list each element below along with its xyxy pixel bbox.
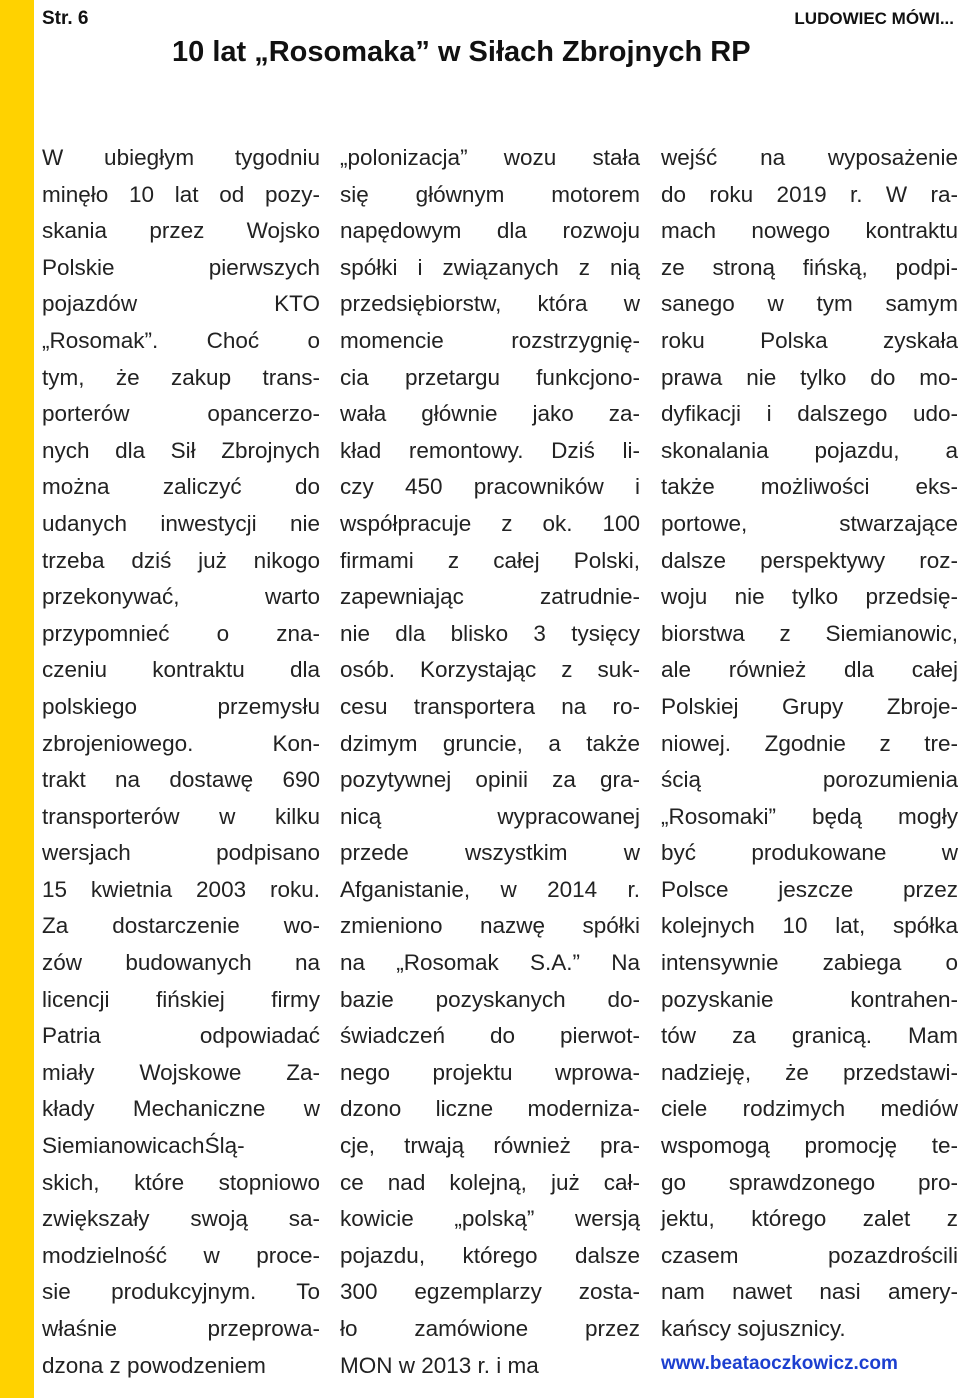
article-line: zapewniając zatrudnie-: [340, 584, 640, 610]
article-line: licencji fińskiej firmy: [42, 986, 320, 1012]
article-line: spółki i związanych z nią: [340, 254, 640, 280]
article-line: Afganistanie, w 2014 r.: [340, 876, 640, 902]
article-line: także możliwości eks-: [661, 474, 958, 500]
article-line: Polskiej Grupy Zbroje-: [661, 693, 958, 719]
article-line: ścią porozumienia: [661, 767, 958, 793]
article-line: portowe, stwarzające: [661, 510, 958, 536]
article-line: dalsze perspektywy roz-: [661, 547, 958, 573]
article-line: transporterów w kilku: [42, 803, 320, 829]
article-line: bazie pozyskanych do-: [340, 986, 640, 1012]
article-line: napędowym dla rozwoju: [340, 218, 640, 244]
article-line: Polskie pierwszych: [42, 254, 320, 280]
article-column-3: [661, 140, 958, 1376]
article-line: pojazdów KTO: [42, 291, 320, 317]
article-line: Patria odpowiadać: [42, 1023, 320, 1049]
article-line: kłady Mechaniczne w: [42, 1096, 320, 1122]
article-line: zbrojeniowego. Kon-: [42, 730, 320, 756]
article-line: mach nowego kontraktu: [661, 218, 958, 244]
article-line: W ubiegłym tygodniu: [42, 145, 320, 170]
article-line: współpracuje z ok. 100: [340, 510, 640, 536]
article-line: dyfikacji i dalszego udo-: [661, 401, 958, 427]
article-line: udanych inwestycji nie: [42, 510, 320, 536]
article-line: sie produkcyjnym. To: [42, 1279, 320, 1305]
page-number: Str. 6: [42, 8, 89, 29]
article-line: dzimym gruncie, a także: [340, 730, 640, 756]
article-line: sanego w tym samym: [661, 291, 958, 317]
article-line: nicą wypracowanej: [340, 803, 640, 829]
article-line: ciele rodzimych mediów: [661, 1096, 958, 1122]
article-line: polskiego przemysłu: [42, 693, 320, 719]
article-line: roku Polska zyskała: [661, 327, 958, 353]
article-line: momencie rozstrzygnię-: [340, 327, 640, 353]
article-line: jektu, którego zalet z: [661, 1206, 958, 1232]
article-line: 15 kwietnia 2003 roku.: [42, 876, 320, 902]
article-line: wersjach podpisano: [42, 840, 320, 866]
article-line: się głównym motorem: [340, 181, 640, 207]
yellow-side-bar: [0, 0, 34, 1398]
article-line: być produkowane w: [661, 840, 958, 866]
article-line: tów za granicą. Mam: [661, 1023, 958, 1049]
article-line: ale również dla całej: [661, 657, 958, 683]
article-line: zmieniono nazwę spółki: [340, 913, 640, 939]
article-line: zów budowanych na: [42, 950, 320, 976]
article-line: zwiększały swoją sa-: [42, 1206, 320, 1232]
article-line: czeniu kontraktu dla: [42, 657, 320, 683]
article-line: „Rosomaki” będą mogły: [661, 803, 958, 829]
article-line: wejść na wyposażenie: [661, 145, 958, 170]
article-line: firmami z całej Polski,: [340, 547, 640, 573]
article-line: skonalania pojazdu, a: [661, 437, 958, 463]
article-line: kowicie „polską” wersją: [340, 1206, 640, 1232]
publication-name: LUDOWIEC MÓWI...: [794, 9, 954, 28]
article-headline: 10 lat „Rosomaka” w Siłach Zbrojnych RP: [172, 36, 751, 68]
article-line: kład remontowy. Dziś li-: [340, 437, 640, 463]
article-line: pozyskanie kontrahen-: [661, 986, 958, 1012]
article-line: go sprawdzonego pro-: [661, 1169, 958, 1195]
article-column-2: [340, 140, 640, 1384]
article-line: dzono liczne modernizа-: [340, 1096, 640, 1122]
article-line: cia przetargu funkcjono-: [340, 364, 640, 390]
article-line: nadzieję, że przedstawi-: [661, 1059, 958, 1085]
article-line: 300 egzemplarzy zosta-: [340, 1279, 640, 1305]
article-line: do roku 2019 r. W ra-: [661, 181, 958, 207]
article-line: MON w 2013 r. i ma: [340, 1352, 539, 1378]
article-line: tym, że zakup trans-: [42, 364, 320, 390]
article-line: czasem pozazdrościli: [661, 1242, 958, 1268]
article-line: miały Wojskowe Za-: [42, 1059, 320, 1085]
article-line: modzielność w proce-: [42, 1242, 320, 1268]
article-line: nie dla blisko 3 tysięcy: [340, 620, 640, 646]
article-line: pozytywnej opinii za gra-: [340, 767, 640, 793]
article-line: trakt na dostawę 690: [42, 767, 320, 793]
article-line: kańscy sojusznicy.: [661, 1316, 846, 1341]
article-line: skania przez Wojsko: [42, 218, 320, 244]
article-line: wała głównie jako za-: [340, 401, 640, 427]
article-line: minęło 10 lat od pozy-: [42, 181, 320, 207]
article-line: intensywnie zabiega o: [661, 950, 958, 976]
article-line: właśnie przeprowa-: [42, 1316, 320, 1341]
article-line: niowej. Zgodnie z tre-: [661, 730, 958, 756]
article-line: przypomnieć o zna-: [42, 620, 320, 646]
article-line: przedsiębiorstw, która w: [340, 291, 640, 317]
article-line: Polsce jeszcze przez: [661, 876, 958, 902]
article-line: nego projektu wprowa-: [340, 1059, 640, 1085]
article-line: nych dla Sił Zbrojnych: [42, 437, 320, 463]
article-line: wspomogą promocję te-: [661, 1133, 958, 1159]
article-line: na „Rosomak S.A.” Na: [340, 950, 640, 976]
article-line: przekonywać, warto: [42, 584, 320, 610]
article-line: „polonizacja” wozu stała: [340, 145, 640, 170]
article-line: SiemianowicachŚlą-: [42, 1133, 245, 1159]
article-line: cje, trwają również pra-: [340, 1133, 640, 1159]
article-line: trzeba dziś już nikogo: [42, 547, 320, 573]
article-line: dzona z powodzeniem: [42, 1352, 266, 1378]
article-line: ce nad kolejną, już cał-: [340, 1169, 640, 1195]
article-line: prawa nie tylko do mo-: [661, 364, 958, 390]
article-line: biorstwa z Siemianowic,: [661, 620, 958, 646]
article-line: przede wszystkim w: [340, 840, 640, 866]
article-line: pojazdu, którego dalsze: [340, 1242, 640, 1268]
article-line: świadczeń do pierwot-: [340, 1023, 640, 1049]
article-line: kolejnych 10 lat, spółka: [661, 913, 958, 939]
article-line: cesu transportera na ro-: [340, 693, 640, 719]
article-line: „Rosomak”. Choć o: [42, 327, 320, 353]
article-line: osób. Korzystając z suk-: [340, 657, 640, 683]
article-line: skich, które stopniowo: [42, 1169, 320, 1195]
article-line: czy 450 pracowników i: [340, 474, 640, 500]
article-line: ło zamówione przez: [340, 1316, 640, 1341]
article-line: woju nie tylko przedsię-: [661, 584, 958, 610]
article-line: ze stroną fińską, podpi-: [661, 254, 958, 280]
article-line: porterów opancerzo-: [42, 401, 320, 427]
article-line: Za dostarczenie wo-: [42, 913, 320, 939]
article-column-1: [42, 140, 320, 1384]
article-line: nam nawet nasi amery-: [661, 1279, 958, 1305]
article-line: można zaliczyć do: [42, 474, 320, 500]
author-website-link[interactable]: www.beataoczkowicz.com: [661, 1352, 898, 1374]
